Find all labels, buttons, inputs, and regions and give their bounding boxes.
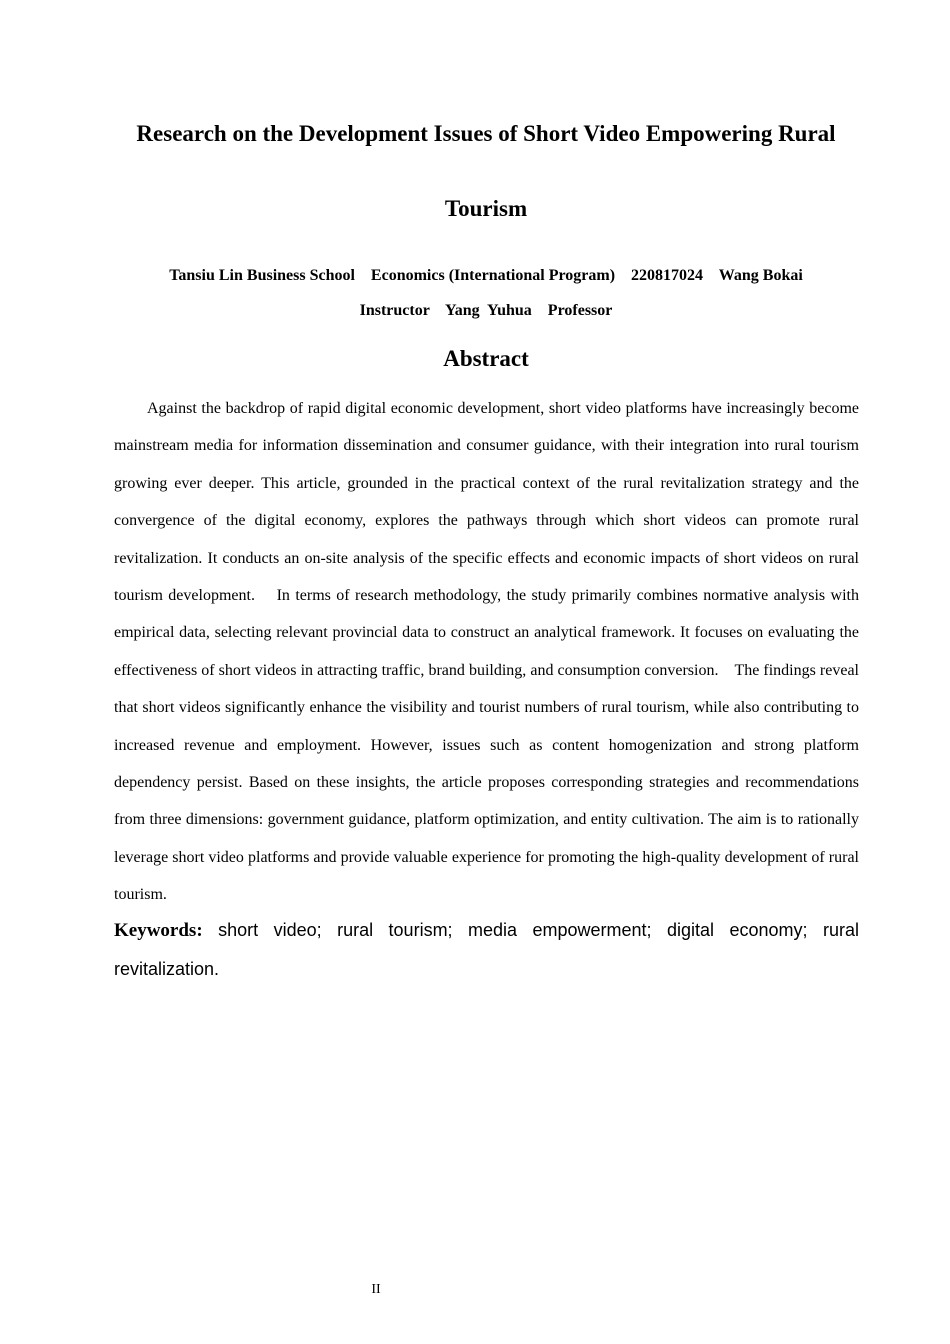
paper-title: Research on the Development Issues of Short Video Empowering Rural Tourism [136,121,836,221]
keywords-label: Keywords: [114,920,203,941]
abstract-body: Against the backdrop of rapid digital economic development, short video platforms have increasingly become mainstream media for information dissemination and consumer guidance, with their integration into rural tourism growing ever deeper. This article, grounded in the practical context of the rural revitalization strategy and the convergence of the digital economy, explores the pathways through which short videos can promote rural revitalization. It conducts an on-site analysis of the specific effects and economic impacts of short videos on rural tourism development. In terms of research methodology, the study primarily combines normative analysis with empirical data, selecting relevant provincial data to construct an analytical framework. It focuses on evaluating the effectiveness of short videos in attracting traffic, brand building, and consumption conversion. The findings reveal that short videos significantly enhance the visibility and tourist numbers of rural tourism, while also contributing to increased revenue and employment. However, issues such as content homogenization and strong platform dependency persist. Based on these insights, the article proposes corresponding strategies and recommendations from three dimensions: government guidance, platform optimization, and entity cultivation. The aim is to rationally leverage short video platforms and provide valuable experience for promoting the high-quality development of rural tourism. [114,400,863,904]
instructor-line: Instructor Yang Yuhua Professor [359,302,613,319]
page-number: II [371,1282,381,1297]
keywords-paragraph [114,911,859,988]
keywords-text: short video; rural tourism; media empowerment; digital economy; rural revitalization. [114,920,859,979]
author-affiliation-line: Tansiu Lin Business School Economics (International Program) 220817024 Wang Bokai [169,267,803,284]
abstract-heading: Abstract [443,346,529,371]
